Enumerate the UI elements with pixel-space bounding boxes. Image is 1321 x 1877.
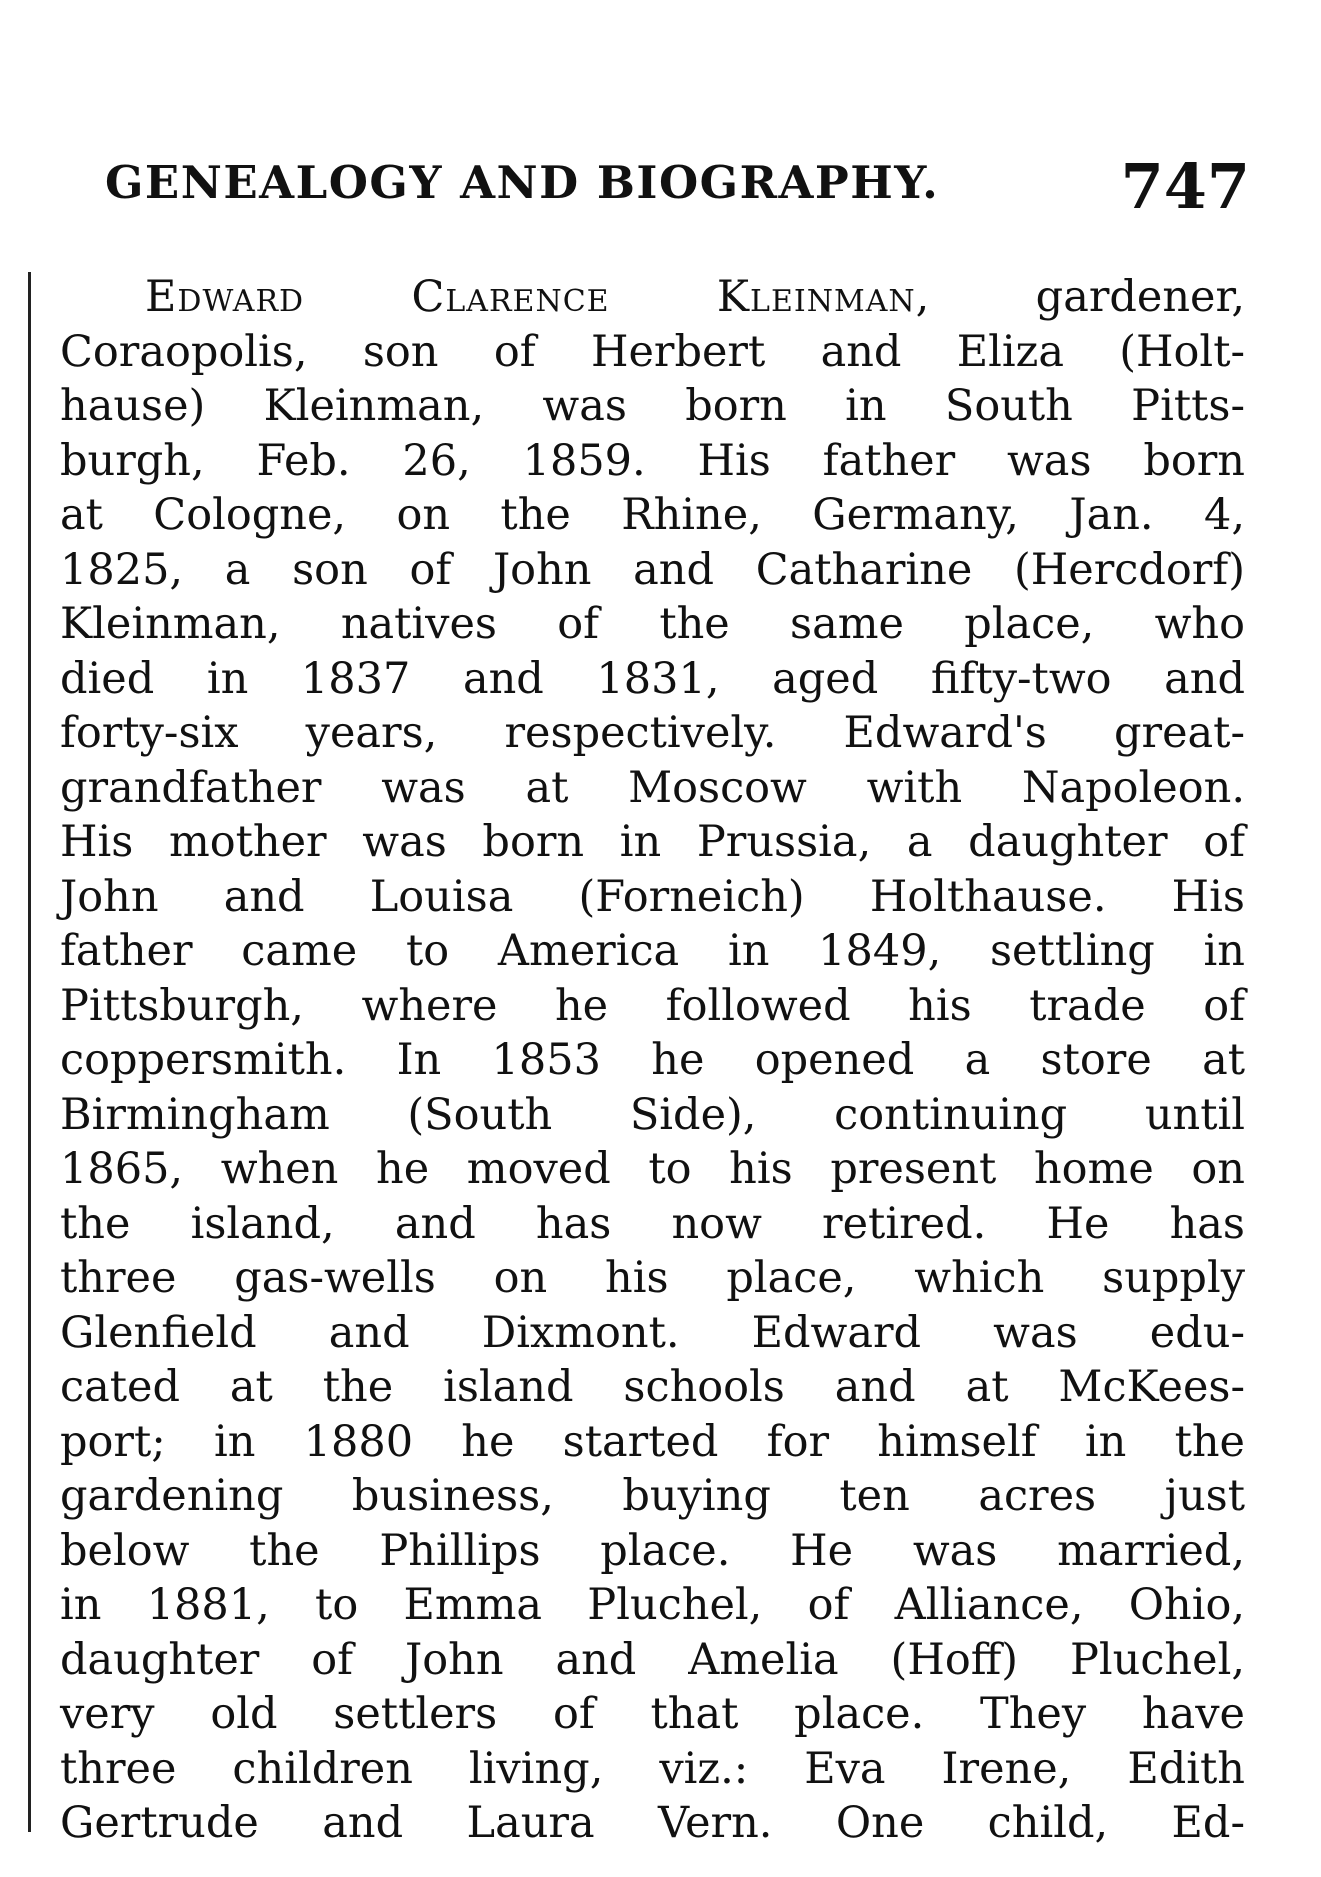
text-line: John and Louisa (Forneich) Holthause. His xyxy=(60,871,1245,922)
biography-entry xyxy=(60,270,1245,1851)
text-line: His mother was born in Prussia, a daughter of xyxy=(60,817,1245,867)
text-line: Pittsburgh, where he followed his trade of xyxy=(60,980,1245,1031)
text-line: forty-six years, respectively. Edward's great- xyxy=(60,708,1245,758)
page-number: 747 xyxy=(1120,150,1250,223)
text-line: Gertrude and Laura Vern. One child, Ed- xyxy=(60,1798,1245,1848)
text-line: Birmingham (South Side), continuing until xyxy=(60,1089,1245,1140)
text-line: Kleinman, natives of the same place, who xyxy=(60,599,1245,649)
text-line: daughter of John and Amelia (Hoff) Pluchel, xyxy=(60,1634,1245,1685)
text-line: Glenfield and Dixmont. Edward was edu- xyxy=(60,1307,1245,1358)
text-line-content: , gardener, xyxy=(915,272,1246,322)
text-line: three gas-wells on his place, which supply xyxy=(60,1253,1245,1303)
entry-name: Edward Clarence Kleinman xyxy=(145,272,916,322)
page-header xyxy=(105,150,1250,223)
column-rule xyxy=(28,272,31,1832)
text-line: died in 1837 and 1831, aged fifty-two and xyxy=(60,653,1245,704)
text-line: 1865, when he moved to his present home on xyxy=(60,1144,1245,1194)
text-line: father came to America in 1849, settling in xyxy=(60,926,1245,976)
text-line: the island, and has now retired. He has xyxy=(60,1198,1245,1249)
text-line: coppersmith. In 1853 he opened a store at xyxy=(60,1035,1245,1085)
text-line: 1825, a son of John and Catharine (Hercdorf) xyxy=(60,544,1245,595)
text-line: Coraopolis, son of Herbert and Eliza (Holt- xyxy=(60,326,1245,377)
text-line: below the Phillips place. He was married, xyxy=(60,1525,1245,1576)
text-line: port; in 1880 he started for himself in the xyxy=(60,1416,1245,1467)
running-head: GENEALOGY AND BIOGRAPHY. xyxy=(105,156,940,209)
text-line: at Cologne, on the Rhine, Germany, Jan. 4, xyxy=(60,490,1245,540)
text-line: in 1881, to Emma Pluchel, of Alliance, Ohio, xyxy=(60,1580,1245,1630)
text-line: cated at the island schools and at McKees- xyxy=(60,1362,1245,1412)
text-line: hause) Kleinman, was born in South Pitts- xyxy=(60,381,1245,431)
text-line xyxy=(60,270,1245,325)
text-line: burgh, Feb. 26, 1859. His father was born xyxy=(60,435,1245,486)
text-line: very old settlers of that place. They have xyxy=(60,1689,1245,1739)
text-line: three children living, viz.: Eva Irene, Edith xyxy=(60,1743,1245,1794)
text-line: gardening business, buying ten acres just xyxy=(60,1471,1245,1521)
text-line: grandfather was at Moscow with Napoleon. xyxy=(60,762,1245,813)
